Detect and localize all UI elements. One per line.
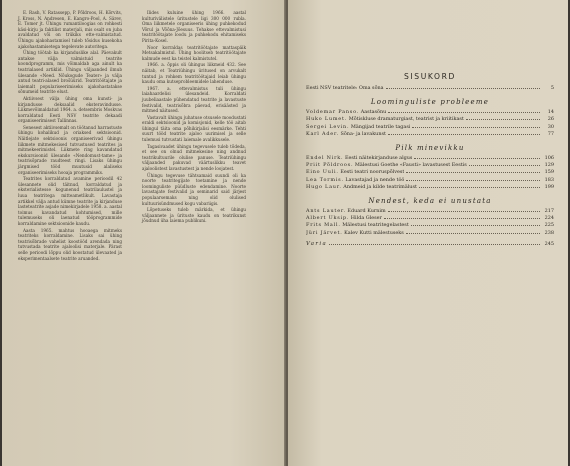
toc-entry <box>306 177 554 184</box>
paragraph: E. Rash, V. Ratassepp, P. Põldroos, H. Kõrvits, J. Kross, N. Andresen, E. Kangro-Pool, A. Särev, E. Tomer jt. Ühingu rumantiloogias on rohkesti käsi-kirju ja faktilist materjali, mis osalt on juba avaldatud või on trükiks ette-valmistatud. Ühingu ajakohastamisel tuleb tõsidus kusekoha ajakohastamisetega tegelevate autoritega. <box>18 10 122 49</box>
toc-entry-author: Lea Tormis. <box>306 176 344 183</box>
toc-entry-title: Aastasõnu <box>360 109 387 116</box>
paragraph: Lõpetuseks tuleb märkida, et ühingu väljaannete ja ürituste kaudu on teatrikunst jõudnud üha laiema publikuni. <box>142 207 246 224</box>
toc-entry-title: Hilda Gleser <box>350 215 382 222</box>
toc-entry-varia <box>306 241 554 248</box>
toc-entry-author: Karl Ader. <box>306 130 339 137</box>
toc-entry <box>306 184 554 191</box>
paragraph: Ühingu tegevuse tähtsamaid suundi oli ka noorte teatritegijate toetamine ja nende loominguliste püüdluste edendamine. Noorte lavastajate festivalid ja seminarid said järjest populaarsemaks ning olid olulised kultuurisündmused kogu vabariigis. <box>142 172 246 206</box>
leader-dots <box>469 162 540 166</box>
paragraph: 1967. a. ettevalmistus tuli ühingu laiahaardelisi ülesandeid. Korraldati juubeliaastale pühendatud teatrite ja lavastuste festivalid, teatrisõbra päevad, erisäästed ja mitmed näitused. <box>142 85 246 114</box>
toc-entry <box>306 230 554 237</box>
book-spread <box>2 0 568 466</box>
paragraph: Senesest aktiivsemalt on töötanud harrastuste ühingu kohalikud ja oriaksed sektsioonid. Näitlejate sektsioonis organiseerivad ühingu liikmete mitmekesised tutvustused teatrites ja mitmekeerimistel. Liikmete ring kavandatud ekskursioonid ülesande «Nendomust-tame» ja teatrisõprade raudteest ringi. Lisaks ühingu järgmised tööd muutusid alaliseks organiseerimiseks hooaja programmiks. <box>18 124 122 175</box>
leader-dots <box>419 184 540 188</box>
toc-entry-page: 26 <box>547 116 554 123</box>
toc-entry-page: 245 <box>544 240 554 247</box>
toc-entry-page: 159 <box>544 169 554 176</box>
toc-entry <box>306 215 554 222</box>
toc-entry <box>306 162 554 169</box>
leader-dots <box>466 116 540 120</box>
toc-entry-title: Varia <box>306 240 328 247</box>
paragraph: 1966. a. õppis oli ühingus liikmeid 432. See näitab, et Teatriühingu üritused on arvukalt tuntud ja rohkem teatritöötajaid leiab ühingu kaudu oma kutseprobleemidele lahenduse. <box>142 62 246 85</box>
leader-dots <box>329 241 540 245</box>
section-heading-1: Loominguliste probleeme <box>370 98 490 107</box>
toc-entry-author: Hugo Laur. <box>306 183 342 190</box>
toc-entry <box>306 109 554 116</box>
toc-entry-title: Mängijad teatrile tagasi <box>350 123 411 130</box>
right-page <box>288 0 568 466</box>
toc-entry-page: 238 <box>544 229 554 236</box>
toc-entry <box>306 208 554 215</box>
toc-entry-page: 30 <box>547 123 554 130</box>
toc-entry-title: Sõna- ja lavakunst <box>340 130 386 137</box>
text-column-1 <box>18 10 122 262</box>
toc-entry-title: Eesti teatri nooruspõlvest <box>340 169 405 176</box>
toc-entry-title: Mõtiskluse dramaturgiast, teatrist ja kriitikast <box>348 116 464 123</box>
leader-dots <box>388 131 540 135</box>
toc-entry-page: 199 <box>544 183 554 190</box>
toc-entry-title: Kalev Kutti mälestuseks <box>344 229 404 236</box>
toc-entry-author: Huko Lumet. <box>306 116 348 123</box>
leader-dots <box>414 155 540 159</box>
toc-entry-author: Sergei Levin. <box>306 123 350 130</box>
toc-entry-author: Ants Lauter. <box>306 208 346 215</box>
toc-entry-title: Andmeid ja kilde teatrimälust <box>343 183 417 190</box>
toc-entry-title: Lavastajad ja nende töö <box>345 176 405 183</box>
toc-entry <box>306 131 554 138</box>
section-heading-3: Nendest, keda ei unustata <box>368 197 492 206</box>
toc-entry <box>306 155 554 162</box>
toc-entry-title: Mälestusi teatritegelastest <box>342 222 409 229</box>
toc-entry-author: Eino Uuli. <box>306 169 339 176</box>
table-of-contents <box>306 72 554 248</box>
toc-entry-page: 77 <box>547 130 554 137</box>
toc-entry-intro <box>306 85 554 92</box>
toc-entry <box>306 124 554 131</box>
paragraph: Ühing töötab ka kirjanduslike alal. Päevakult antakse välja valmistuid teatrite koondprogramm, mis võimaldab aga ainult ka teatrialased artiklid. Ühingu väljaanded ilmub ülesande «Need. Nõukogude Teater» ja välja antud teatri-alased brošüürid. Teatritöötajate ja laiemalt populariseerimiseks ajakohastatakse sõnumeid teatrite elust. <box>18 50 122 95</box>
toc-entry-author: Jüri Järvet. <box>306 229 343 236</box>
toc-entry-title: Mälestusi Goethe «Fausti» lavastusest Eestis <box>354 162 467 169</box>
toc-entry <box>306 169 554 176</box>
toc-entry-author: Frits Mall. <box>306 222 341 229</box>
toc-entry-page: 217 <box>544 208 554 215</box>
toc-title: SISUKORD <box>404 72 456 81</box>
toc-entry-author: Endel Nirk. <box>306 155 344 162</box>
paragraph: Tagasivaadet ühingu tegevusele tuleb tõdeda, et see on olnud mitmekesine ning andnud teatrikultuurile olulise panuse. Teatriühingu väljaanded pakuvad väärtuslikku teavet ajaloolistest lavastustest ja nende loojatest. <box>142 143 246 172</box>
toc-entry-page: 14 <box>547 109 554 116</box>
leader-dots <box>388 109 540 113</box>
left-page <box>2 0 286 466</box>
section-heading-2: Pilk minevikku <box>395 144 465 153</box>
paragraph: Vastavalt ühingu juhatuse otsusele moodustati eraldi sektsioonid ja komisjonid, kelle töö aitab ühingul täita oma põhikirjalisi eesmärke. Tehti suurt tööd teatrite ajaloo uurimisel ja selle tulemusi tutvustati laiemale avalikkusele. <box>142 114 246 143</box>
leader-dots <box>406 177 540 181</box>
toc-entry-title: Eesti näitekirjanduse algus <box>344 155 413 162</box>
text-column-2 <box>142 10 246 225</box>
toc-entry-page: 225 <box>544 222 554 229</box>
leader-dots <box>388 208 540 212</box>
toc-entry-title: Eduard Kurnim <box>347 208 386 215</box>
leader-dots <box>406 230 540 234</box>
paragraph: Noor korraldas teatritöötajate mattaspäik Metsakalmistul. Ühing hoolitseb teatritöötajate kalmude eest ka teistel kalmistutel. <box>142 44 246 61</box>
leader-dots <box>412 124 540 128</box>
leader-dots <box>384 215 540 219</box>
toc-entry-page: 106 <box>544 155 554 162</box>
toc-entry-author: Albert Üksip. <box>306 215 350 222</box>
paragraph: Teatrites korraldatud avamine perioodil 42 ülesannete olid täitnud, korraldatud ja eksterialistesse kogunenud teatrilaulustel ja luua teatritega mitteametlikult. Lavastaja artikkel välja antud kümne teatrite ja kirjanduse lasteteatrite asjade nimekirjadele 1958. a. aastal toimus kavandatud kohtumised, mille tulemuseks oli laenatud tööprogrammide korraldamine sektsioonide kaudu. <box>18 176 122 226</box>
toc-entry <box>306 222 554 229</box>
toc-entry-page: 5 <box>550 85 554 91</box>
paragraph: Ilides kuluine ühing 1966. aastal kulturivälistele üritustele ligi 300 000 rubla. Oma liikmetele organiseeris ühing puhkekodud Võrul ja Võõna-Jõesuus. Tehakse ettevalmistusi teatritöötajate loodu ja puhkekodu ehitamiseks Pirita-Kosel. <box>142 10 246 43</box>
toc-entry-title: Eesti NSV teatritele: Oma sõna <box>306 85 384 91</box>
toc-entry-page: 183 <box>544 176 554 183</box>
toc-entry-author: Voldemar Panso. <box>306 109 360 116</box>
toc-entry <box>306 116 554 123</box>
toc-entry-author: Priit Põldroos. <box>306 162 354 169</box>
leader-dots <box>406 169 540 173</box>
leader-dots <box>411 222 540 226</box>
paragraph: Aktiivsest välja ühing oma kunsti- ja kirjandusse deksaalid eksteravindusse. Liikmevõimaldatud 1964. a. detsembris Moskvas korraldatud Eesti NSV teatrite dekaadi organiseerimisest Tallinnas. <box>18 95 122 124</box>
toc-entry-page: 129 <box>544 162 554 169</box>
toc-entry-page: 224 <box>544 215 554 222</box>
paragraph: Aasta 1965. mahtus hooaega mitmeks teatriteks korraldamine. Lisaks sai ühing teatrisõbrade vahelist koostööd arendada ning tutvustada teatrite ajaloolisi materjale. Pärast selle perioodi lõppu olid koostatud ülevaated ja eksperimentaalsete teatrite aruanded. <box>18 227 122 261</box>
leader-dots <box>386 85 540 89</box>
